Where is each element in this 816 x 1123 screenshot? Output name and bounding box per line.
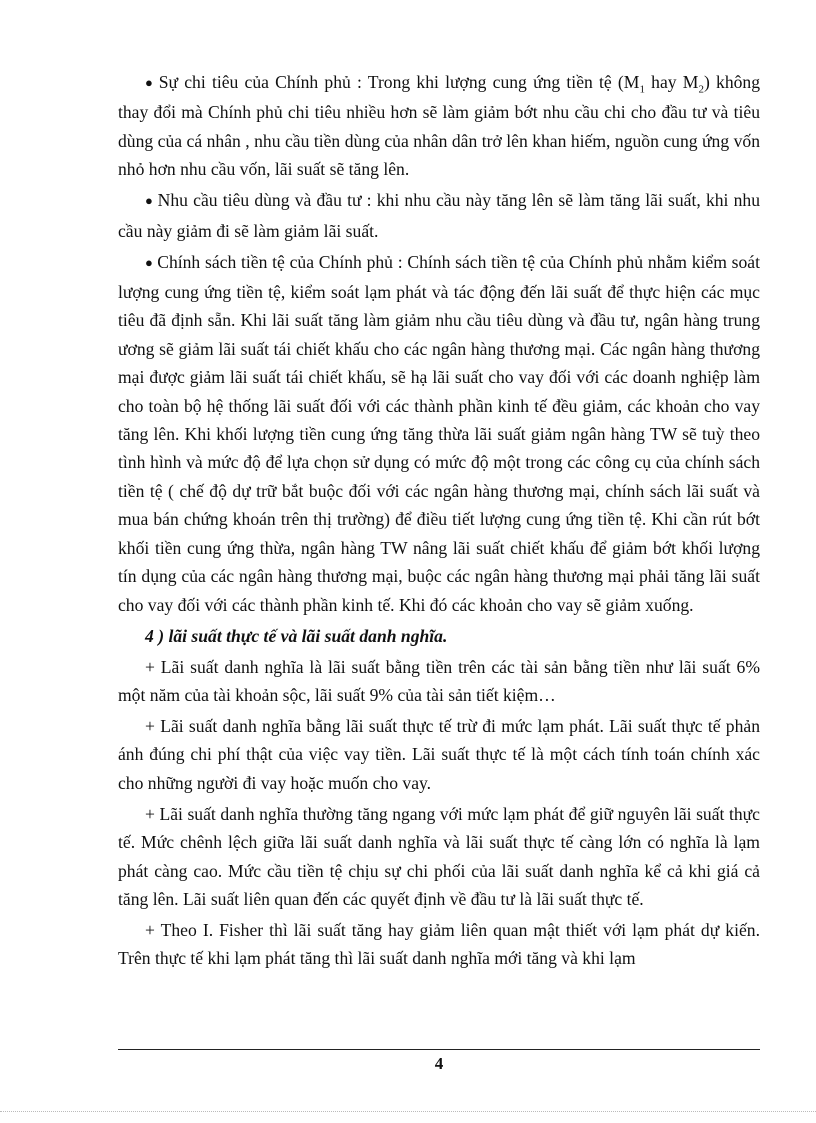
paragraph-inflation-gap: + Lãi suất danh nghĩa thường tăng ngang với mức lạm phát để giữ nguyên lãi suất thực tế. Mức chênh lệch giữa lãi suất danh nghĩa và lãi suất thực tế càng lớn có nghĩa là lạm phát càng cao. Mức cầu tiền tệ chịu sự chi phối của lãi suất danh nghĩa kể cả khi giá cả tăng lên. Lãi suất liên quan đến các quyết định về đầu tư là lãi suất thực tế. (118, 803, 760, 909)
bullet-icon: ● (145, 75, 155, 90)
paragraph-nominal-definition: + Lãi suất danh nghĩa là lãi suất bằng tiền trên các tài sản bằng tiền như lãi suất 6% một năm của tài khoản sộc, lãi suất 9% của tài sản tiết kiệm… (118, 656, 760, 705)
subscript: 1 (639, 83, 645, 96)
paragraph-text: Chính sách tiền tệ của Chính phủ : Chính sách tiền tệ của Chính phủ nhằm kiểm soát lượng cung ứng tiền tệ, kiểm soát lạm phát và tác động đến lãi suất để thực hiện các mục tiêu đã định sẵn. Khi lãi suất tăng làm giảm nhu cầu tiêu dùng và đầu tư, ngân hàng trung ương sẽ giảm lãi suất tái chiết khấu cho các ngân hàng thương mại. Các ngân hàng thương mại được giảm lãi suất tái chiết khấu, sẽ hạ lãi suất cho vay đối với các doanh nghiệp làm cho toàn bộ hệ thống lãi suất đối với các thành phần kinh tế đều giảm, các khoản cho vay tăng lên. Khi khối lượng tiền cung ứng tăng thừa lãi suất giảm ngân hàng TW sẽ tuỳ theo tình hình và mức độ để lựa chọn sử dụng có mức độ một trong các công cụ của chính sách tiền tệ ( chế độ dự trữ bắt buộc đối với các ngân hàng thương mại, chính sách lãi suất và mua bán chứng khoán trên thị trường) để điều tiết lượng cung ứng tiền tệ. Khi cần rút bớt khối tiền cung ứng thừa, ngân hàng TW nâng lãi suất chiết khấu để giảm bớt khối lượng tín dụng của các ngân hàng thương mại, buộc các ngân hàng thương mại phải tăng lãi suất cho vay đối với các thành phần kinh tế. Khi đó các khoản cho vay sẽ giảm xuống. (118, 251, 760, 615)
paragraph-fisher: + Theo I. Fisher thì lãi suất tăng hay giảm liên quan mật thiết với lạm phát dự kiến. Trên thực tế khi lạm phát tăng thì lãi suất danh nghĩa mới tăng và khi lạm (118, 919, 760, 969)
paragraph-text: ) không thay đổi mà Chính phủ chi tiêu nhiều hơn sẽ làm giảm bớt nhu cầu chi cho đầu tư và tiêu dùng của cá nhân , nhu cầu tiền dùng của nhân dân trở lên khan hiếm, nguồn cung ứng vốn nhỏ hơn nhu cầu vốn, lãi suất sẽ tăng lên. (118, 72, 761, 180)
paragraph-government-spending (118, 68, 760, 184)
document-body (118, 68, 760, 975)
paragraph-consumption-demand (118, 186, 760, 245)
paragraph-real-rate: + Lãi suất danh nghĩa bằng lãi suất thực tế trừ đi mức lạm phát. Lãi suất thực tế phản ánh đúng chi phí thật của việc vay tiền. Lãi suất thực tế là một cách tính toán chính xác cho những người đi vay hoặc muốn cho vay. (118, 715, 760, 793)
paragraph-text: hay M (644, 72, 699, 92)
subscript: 2 (698, 83, 704, 96)
paragraph-text: Nhu cầu tiêu dùng và đầu tư : khi nhu cầu này tăng lên sẽ làm tăng lãi suất, khi nhu cầu này giảm đi sẽ làm giảm lãi suất. (118, 190, 761, 241)
footer-divider (118, 1049, 760, 1050)
paragraph-text: Sự chi tiêu của Chính phủ : Trong khi lượng cung ứng tiền tệ (M (158, 72, 640, 92)
section-heading: 4 ) lãi suất thực tế và lãi suất danh nghĩa. (145, 625, 448, 646)
page-number: 4 (434, 1054, 444, 1073)
paragraph-monetary-policy (118, 248, 760, 619)
bullet-icon: ● (145, 254, 154, 270)
page-bottom-border (0, 1111, 816, 1112)
bullet-icon: ● (145, 193, 154, 209)
